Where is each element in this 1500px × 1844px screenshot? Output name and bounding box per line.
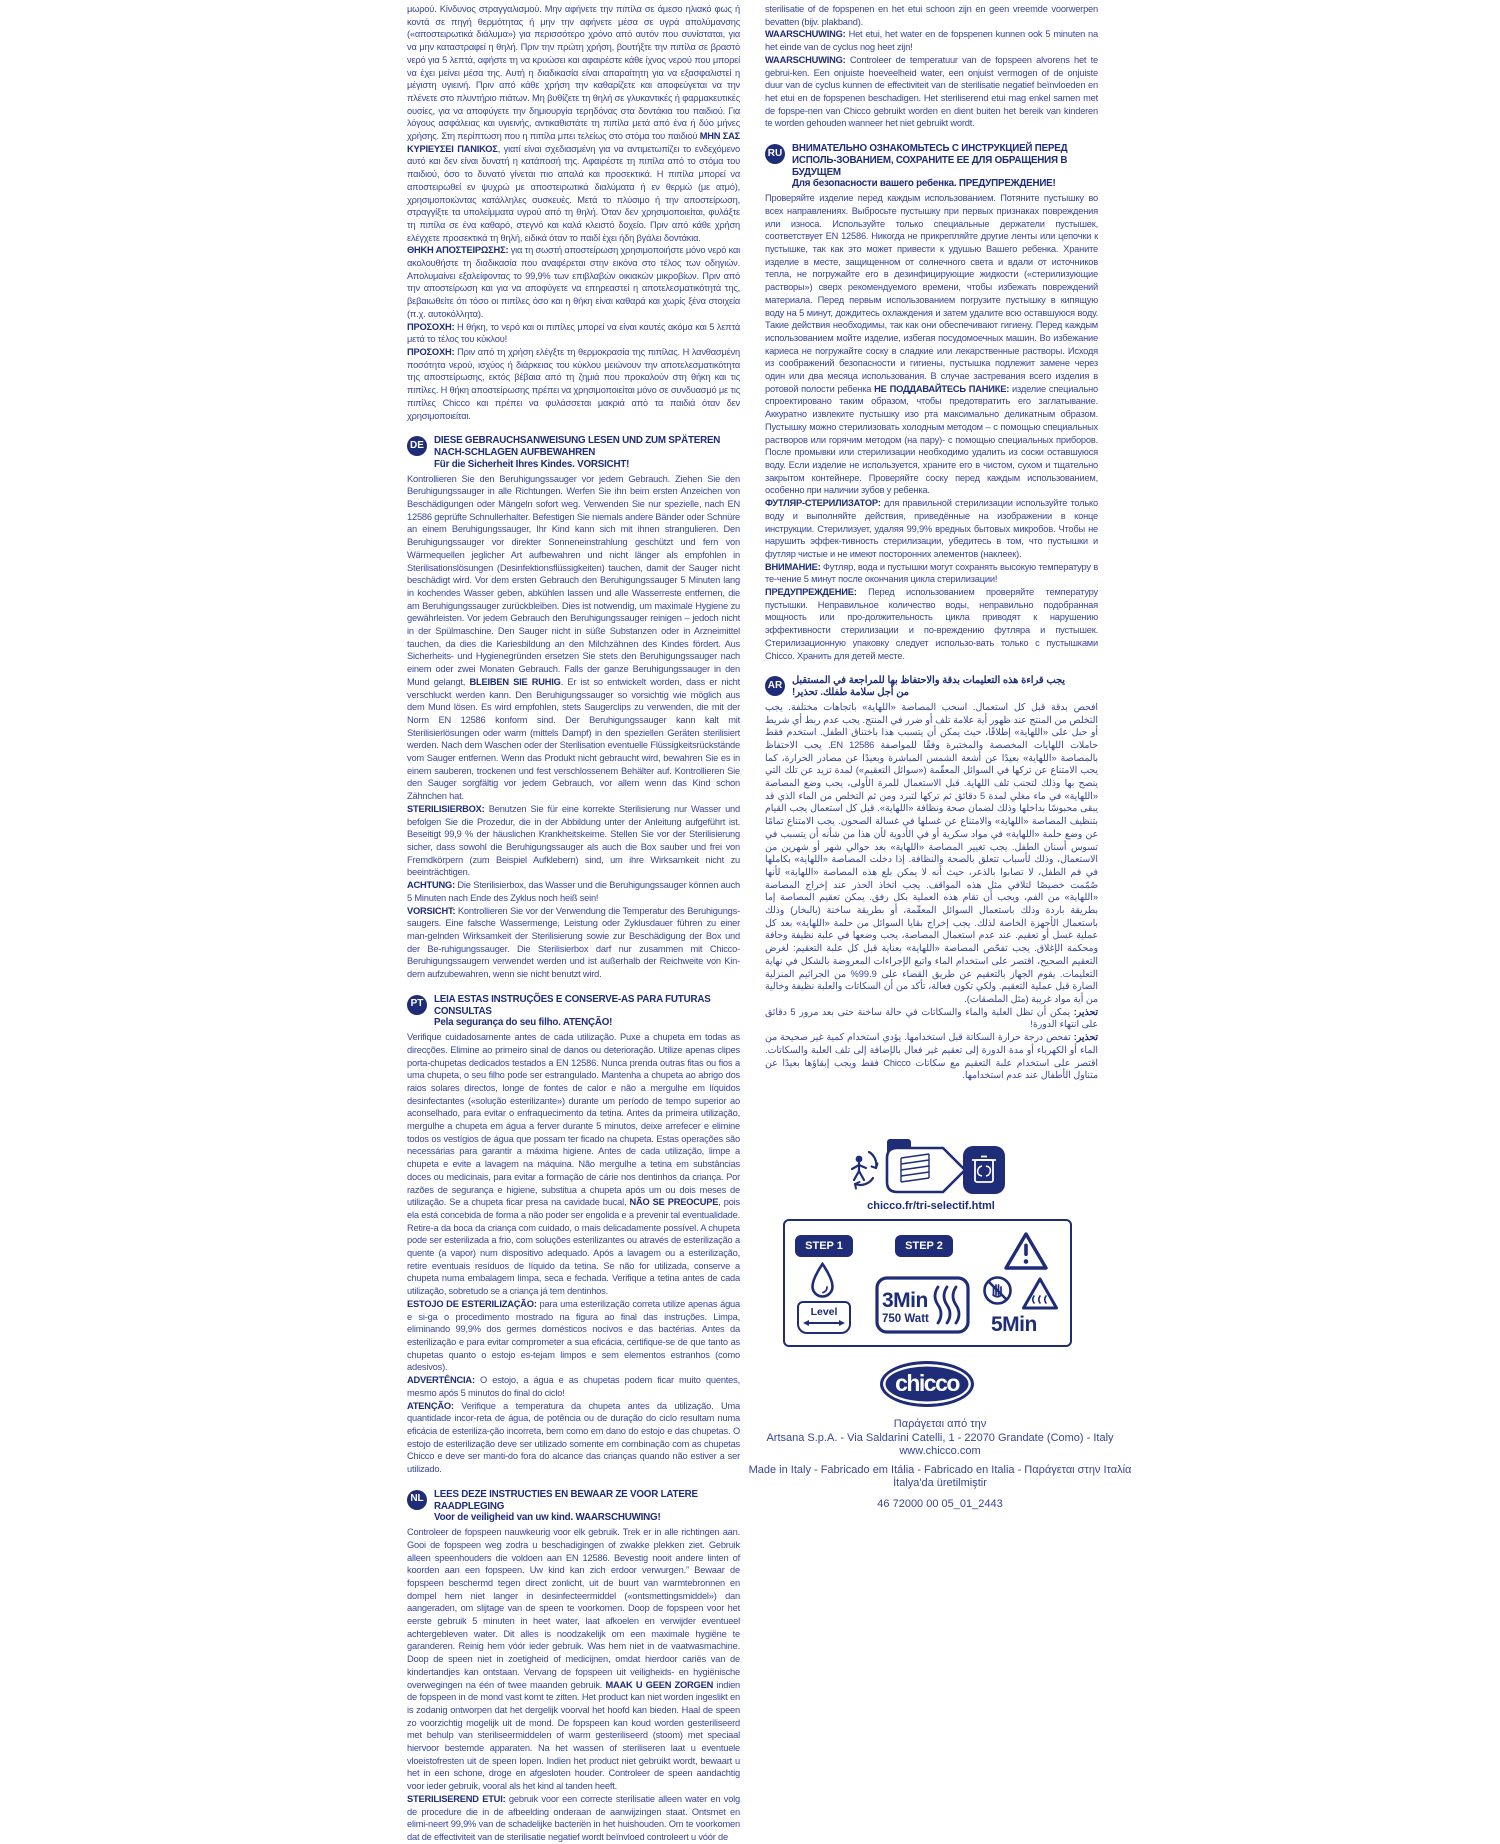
section-subtitle: من أجل سلامة طفلك. تحذير! bbox=[792, 687, 909, 699]
section-russian-header bbox=[765, 143, 1098, 190]
estojo-label: ESTOJO DE ESTERILIZAÇÃO: bbox=[407, 1298, 540, 1309]
microwave-watt-label: 750 Watt bbox=[882, 1313, 929, 1325]
language-badge-ru: RU bbox=[765, 144, 785, 164]
section-title: LEIA ESTAS INSTRUÇÕES E CONSERVE-AS PARA FUTURAS CONSULTAS bbox=[434, 993, 711, 1017]
estojo-text: para uma esterilização correta utilize apenas água e si-ga o procedimento mostrado na figura ao final das instruções. Limpa, eliminando 99,9% dos germes domésticos nocivos e das bactérias. Antes da esterilização e para evitar comprometer a sua eficácia, certifique-se de que tanto as chupetas quanto o estojo es-tejam limpos e sem elementos estranhos (como adesivos). bbox=[407, 1298, 740, 1373]
arabic-warning-1 bbox=[765, 1006, 1098, 1031]
five-min-label: 5Min bbox=[991, 1313, 1037, 1336]
greek-box-label: ΘΗΚΗ ΑΠΟΣΤΕΙΡΩΣΗΣ: bbox=[407, 245, 511, 256]
futliar-label: ФУТЛЯР-СТЕРИЛИЗАТОР: bbox=[765, 498, 884, 509]
german-stay-calm-bold: BLEIBEN SIE RUHIG bbox=[469, 676, 561, 687]
microwave-icon bbox=[875, 1276, 970, 1334]
made-in-line-2: İtalya'da üretilmiştir bbox=[893, 1477, 987, 1489]
section-german-header bbox=[407, 435, 740, 470]
greek-warning-paragraph bbox=[407, 3, 740, 244]
german-vorsicht bbox=[407, 905, 740, 981]
section-russian-titles bbox=[792, 143, 1098, 190]
greek-text: , γιατί είναι σχεδιασμένη για να αντιμετωπίζει το ενδεχόμενο αυτό και δεν είναι δυνατή η κατάποσή της. Αφαιρέστε τη πιπίλα από το στόμα του παιδιού, όσο το δυνατό γίνεται πιο απαλά και προσεκτικά. Η πιπίλα μπορεί να αποστειρωθεί εν ψυχρώ με αποστειρωτικά διαλύματα ή εν θερμώ (με ατμό), χρησιμοποιώντας κατάλληλες συσκευές. Μετά το πλύσιμο ή την αποστείρωση, στραγγίξτε τα υπολείμματα υγρού από τη θηλή. Όταν δεν χρησιμοποιείται, φυλάξτε τη πιπίλα σε ένα καθαρό, στεγνό και καλά κλειστό δοχείο. Πριν από κάθε χρήση ελέγχετε προσεκτικά τη θηλή, ειδικά όταν το παιδί έχει ήδη βγάλει δοντάκια. bbox=[407, 143, 740, 243]
section-portuguese bbox=[407, 994, 740, 1476]
caution-label: ΠΡΟΣΟΧΗ: bbox=[407, 346, 458, 357]
greek-caution-2 bbox=[407, 346, 740, 422]
language-badge-nl: NL bbox=[407, 1490, 427, 1510]
paper-recycle-bin-icon bbox=[887, 1139, 1005, 1194]
website-url: www.chicco.com bbox=[899, 1445, 981, 1457]
section-subtitle: Voor de veiligheid van uw kind. WAARSCHUWING! bbox=[434, 1512, 661, 1524]
heat-waves-glyph bbox=[1033, 1296, 1046, 1303]
manufacturer-address: Artsana S.p.A. - Via Saldarini Catelli, 1 - 22070 Grandate (Como) - Italy bbox=[766, 1431, 1114, 1444]
section-russian bbox=[765, 143, 1098, 662]
russian-no-panic-bold: НЕ ПОДДАВАЙТЕСЬ ПАНИКЕ: bbox=[874, 383, 1010, 394]
greek-caution-1 bbox=[407, 321, 740, 346]
do-not-touch-icon bbox=[982, 1275, 1013, 1306]
hot-surface-icon bbox=[1021, 1276, 1059, 1311]
futliar-text: для правильной стерилизации используйте только воду и выполняйте действия, приведённые на изображении в конце инструкции. Стерилизует, удаляя 99,9% вредных бытовых микробов. Чтобы не нарушить эффек-тивность стерилизации, убедитесь в том, что пустышки и футляр чистые и не имеют посторонних элементов (наклеек). bbox=[765, 498, 1098, 559]
dutch-etui bbox=[407, 1793, 740, 1844]
section-title: DIESE GEBRAUCHSANWEISUNG LESEN UND ZUM SPÄTEREN NACH-SCHLAGEN AUFBEWAHREN bbox=[434, 435, 721, 458]
russian-sterilizer-case bbox=[765, 497, 1098, 561]
section-title: ВНИМАТЕЛЬНО ОЗНАКОМЬТЕСЬ С ИНСТРУКЦИЕЙ ПЕРЕД ИСПОЛЬ-ЗОВАНИЕМ, СОХРАНИТЕ ЕЕ ДЛЯ ОБРАЩЕНИЯ В БУДУЩЕМ bbox=[792, 143, 1068, 178]
right-column bbox=[765, 3, 1098, 1082]
sterilization-steps-panel bbox=[783, 1219, 1072, 1347]
preduprezhdenie-label: ПРЕДУПРЕЖДЕНИЕ: bbox=[765, 587, 869, 598]
greek-sterilizer-box-paragraph bbox=[407, 244, 740, 320]
article-code: 46 72000 00 05_01_2443 bbox=[877, 1497, 1003, 1510]
tahdhir-text: تفحص درجة حرارة السكاتة قبل استخدامها. يؤدي استخدام كمية غير صحيحة من الماء أو الكهرباء أو مدة الدورة إلى تعقيم غير فعال بالإضافة إلى تلف العلبة والسكاتات. اقتصر على استخدام علبة التعقيم مع سكاتات Chicco فقط ويجب إبقاؤها بعيدًا عن متناول الأطفال عند عدم استخدامها. bbox=[765, 1032, 1098, 1081]
german-achtung bbox=[407, 879, 740, 904]
recycling-strip bbox=[843, 1138, 1008, 1198]
step1-badge: STEP 1 bbox=[795, 1235, 853, 1257]
section-subtitle: Für die Sicherheit Ihres Kindes. VORSICHT! bbox=[434, 458, 630, 470]
level-arrow bbox=[803, 1320, 845, 1326]
sterilisierbox-label: STERILISIERBOX: bbox=[407, 803, 489, 814]
section-subtitle: Для безопасности вашего ребенка. ПРЕДУПРЕЖДЕНИЕ! bbox=[792, 178, 1056, 190]
atencao-label: ATENÇÃO: bbox=[407, 1400, 462, 1411]
left-column bbox=[407, 3, 740, 1844]
arabic-warning-2 bbox=[765, 1031, 1098, 1082]
warning-icon bbox=[1003, 1230, 1049, 1272]
russian-preduprezhdenie bbox=[765, 586, 1098, 662]
caution-label: ΠΡΟΣΟΧΗ: bbox=[407, 321, 457, 332]
dutch-warning-1 bbox=[765, 28, 1098, 53]
tahdhir-label: تحذير: bbox=[1070, 1032, 1098, 1043]
section-title: LEES DEZE INSTRUCTIES EN BEWAAR ZE VOOR LATERE RAADPLEGING bbox=[434, 1488, 698, 1512]
etui-text: gebruik voor een correcte sterilisatie alleen water en volg de procedure die in de afbeelding onderaan de aanwijzingen staat. Ontsmet en elimi-neert 99,9% van de schadelijke bacteriën in het huishouden. Om te voorkomen dat de effectiviteit van de sterilisatie negatief wordt beïnvloed controleert u vóór de bbox=[407, 1793, 741, 1842]
waarschuwing-text: Het etui, het water en de fopspenen kunnen ook 5 minuten na het einde van de cyclus nog heet zijn! bbox=[765, 29, 1098, 53]
vorsicht-text: Kontrollieren Sie vor der Verwendung die Temperatur des Beruhigungs-saugers. Eine falsche Wassermenge, Leistung oder Zyklusdauer führen zu einer man-gelnden Wirksamkeit der Sterilisierung sowie zur Beschädigung der Box und der Be-ruhigungssauger. Die Sterilisierbox darf nur zusammen mit Chicco-Beruhigungssaugern verwendet werden und ist außerhalb der Reichweite von Kin-dern aufzubewahren, wenn sie nicht benutzt wird. bbox=[407, 905, 741, 980]
section-portuguese-header bbox=[407, 994, 740, 1029]
greek-box-text: για τη σωστή αποστείρωση χρησιμοποιήστε μόνο νερό και ακολουθήστε τη διαδικασία που αναφέρεται στην εικόνα στο τέλος των οδηγιών. Απολυμαίνει εξαλείφοντας το 99,9% των επιβλαβών οικιακών μικροβίων. Πριν από την αποστείρωση και για να αποφύγετε να επηρεαστεί η αποτελεσματικότητά της, βεβαιωθείτε ότι τόσο οι πιπίλες όσο και η θήκη είναι καθαρά και χωρίς ξένα στοιχεία (π.χ. αυτοκόλλητα). bbox=[407, 245, 741, 319]
language-badge-de: DE bbox=[407, 436, 427, 456]
german-text: Kontrollieren Sie den Beruhigungssauger vor jedem Gebrauch. Ziehen Sie den Beruhigungssauger in alle Richtungen. Werfen Sie ihn beim ersten Anzeichen von Beschädigungen oder Mängeln sofort weg. Verwenden Sie nur spezielle, nach EN 12586 geprüfte Schnullerhalter. Befestigen Sie niemals andere Bänder oder Schnüre an einem Beruhigungssauger, Ihr Kind kann sich mit ihnen strangulieren. Den Beruhigungssauger vor direkter Sonneneinstrahlung geschützt und fern von Wärmequellen jeglicher Art aufbewahren und nicht länger als empfohlen in Sterilisationslösungen (Desinfektionsflüssigkeiten) tauchen, damit der Sauger nicht beschädigt wird. Vor dem ersten Gebrauch den Beruhigungssauger 5 Minuten lang in kochendes Wasser geben, abkühlen lassen und alle Wasserreste entfernen, die am Beruhigungssauger zurückbleiben. Dies ist notwendig, um maximale Hygiene zu gewährleisten. Vor jedem Gebrauch den Beruhigungssauger reinigen – jedoch nicht in der Spülmaschine. Den Sauger nicht in süße Substanzen oder in Arzneimittel tauchen, da dies die Kariesbildung an den Milchzähnen des Kindes fördert. Aus Sicherheits- und Hygienegründen ersetzen Sie stets den Beruhigungssauger nach einem oder zwei Monaten Gebrauch. Falls der ganze Beruhigungssauger in den Mund gelangt, bbox=[407, 473, 740, 687]
manufacturer-footer bbox=[640, 1418, 1240, 1511]
advertencia-label: ADVERTÊNCIA: bbox=[407, 1375, 481, 1386]
water-level-icon bbox=[797, 1301, 851, 1334]
portuguese-body bbox=[407, 1031, 740, 1298]
portuguese-no-worry-bold: NÃO SE PREOCUPE bbox=[629, 1197, 719, 1208]
portuguese-advertencia bbox=[407, 1374, 740, 1399]
etui-label: STERILISEREND ETUI: bbox=[407, 1793, 509, 1804]
dutch-warning-2 bbox=[765, 54, 1098, 130]
tahdhir-text: يمكن أن تظل العلبة والماء والسكاتات في حالة ساخنة حتى بعد مرور 5 دقائق على انتهاء الدورة! bbox=[765, 1006, 1098, 1030]
preduprezhdenie-text: Перед использованием проверяйте температуру пустышки. Неправильное количество воды, неправильно подобранная мощность или про-должительность цикла приводят к нарушению эффективности стерилизации и по-вреждению футляра и пустышек. Стерилизационную упаковку следует использо-вать только с пустышками Chicco. Хранить для детей месте. bbox=[765, 587, 1098, 661]
greek-text: μωρού. Κίνδυνος στραγγαλισμού. Μην αφήνετε την πιπίλα σε άμεσο ηλιακό φως ή κοντά σε πηγή θερμότητας ή μην την αφήνετε μέσα σε υγρά απολύμανσης («αποστειρωτικά διάλυμα») για περισσότερο χρόνο από αυτόν που συνίσταται, για να μην καταστραφεί η θηλή. Πριν την πρώτη χρήση, βουτήξτε την πιπίλα σε βραστό νερό για 5 λεπτά, αφήστε τη να κρυώσει και αφαιρέστε κάθε ίχνος νερού που μπορεί να έχει μείνει μέσα της. Αυτή η διαδικασία είναι απαραίτητη για να εξασφαλιστεί η μέγιστη υγιεινή. Πριν από κάθε χρήση την καθαρίζετε και αποφεύγεται να την πλένετε στο πλυντήριο πιάτων. Μη βυθίζετε τη θηλή σε γλυκαντικές ή φαρμακευτικές ουσίες, για να αποφύγετε την δημιουργία τερηδόνας στα δοντάκια του παιδιού. Για λόγους ασφάλειας και υγιεινής, αντικαθιστάτε τη πιπίλα μετά από ένα ή δύο μήνες χρήσης. Στη περίπτωση που η πιπίλα μπει τελείως στο στόμα του παιδιού bbox=[407, 4, 740, 142]
achtung-label: ACHTUNG: bbox=[407, 880, 458, 891]
made-in-line: Made in Italy - Fabricado em Itália - Fabricado en Italia - Παράγεται στην Ιταλία bbox=[748, 1463, 1132, 1476]
produced-by-line: Παράγεται από την bbox=[893, 1418, 987, 1430]
chicco-logo-text: chicco bbox=[895, 1369, 959, 1396]
atencao-text: Verifique a temperatura da chupeta antes da utilização. Uma quantidade incor-reta de água, de potência ou de duração do ciclo resultam numa eficácia de esteriliza-ção incorreta, bem como em dano do estojo e das chupetas. O estojo de esterilização deve ser utilizado somente em combinação com as chupetas Chicco e deve ser manti-do fora do alcance das crianças quando não estiver a ser utilizado. bbox=[407, 1400, 741, 1475]
german-sterilisierbox bbox=[407, 803, 740, 879]
russian-text: изделие специально спроектировано таким образом, чтобы предотвратить его заглатывание. Аккуратно извлеките пустышку изо рта максимально деликатным образом. Пустышку можно стерилизовать холодным методом – с помощью специальных растворов или горячим методом (на пару)- с помощью специальных приборов. После промывки или стерилизации необходимо удалить из соски оставшуюся воду. Если изделие не используется, храните его в чистом, сухом и тщательно закрытом контейнере. Проверяйте соску перед каждым использованием, особенно при наличии зубов у ребенка. bbox=[765, 383, 1098, 496]
recycling-url: chicco.fr/tri-selectif.html bbox=[867, 1200, 995, 1212]
dutch-no-worry-bold: MAAK U GEEN ZORGEN bbox=[605, 1679, 714, 1690]
german-text: . Er ist so entwickelt worden, dass er nicht verschluckt werden kann. Den Beruhigungssauger so vorsichtig wie möglich aus dem Mund lösen. Es wird empfohlen, stets Saugerclips zu verwenden, die mit der Norm EN 12586 konform sind. Der Beruhigungssauger kann kalt mit Sterilisierlösungen oder warm (mittels Dampf) in den speziellen Geräten sterilisiert werden. Nach dem Waschen oder der Sterilisation eventuelle Flüssigkeitsrückstände vom Sauger entfernen. Wenn das Produkt nicht gebraucht wird, bewahren Sie es in einem sauberen, trockenen und fest verschlossenem Behälter auf. Kontrollieren Sie den Sauger sorgfältig vor jedem Gebrauch, vor allem wenn das Kind schon Zähnchen hat. bbox=[407, 676, 740, 802]
section-subtitle: Pela segurança do seu filho. ATENÇÃO! bbox=[434, 1017, 613, 1029]
portuguese-text: , pois ela está concebida de forma a não poder ser engolida e a prevenir tal eventualidade. Retire-a da boca da criança com cuidado, o mais delicadamente possível. A chupeta pode ser esterilizada a frio, com soluções esterilizantes ou através de esterilização a quente (a vapor) num dispositivo adequado. Após a lavagem ou a esterilização, retire eventuais resíduos de líquido da tetina. Se não for utilizada, conserve a chupeta numa embalagem limpa, seca e fechada. Verifique a tetina antes de cada utilização, sobretudo se a criança já tem dentinhos. bbox=[407, 1197, 740, 1297]
waarschuwing-label: WAARSCHUWING: bbox=[765, 29, 849, 40]
dutch-text: Controleer de fopspeen nauwkeurig voor elk gebruik. Trek er in alle richtingen aan. Gooi de fopspeen weg zodra u beschadigingen of zwakke plekken ziet. Gebruik alleen speenhouders die voldoen aan EN 12586. Bevestig nooit andere linten of koorden aan een fopspeen. Uw kind kan zich erdoor verwurgen.” Bewaar de fopspeen beschermd tegen direct zonlicht, uit de buurt van warmtebronnen en dompel hem niet langer in desinfecteermiddel («ontsmettingsmiddel») dan aangeraden, om slijtage van de speen te voorkomen. Doop de fopspeen voor het eerste gebruik 5 minuten in heet water, laat afkoelen en verwijder eventueel achtergebleven water. Dit alles is noodzakelijk om een maximale hygiëne te garanderen. Reinig hem vóór ieder gebruik. Was hem niet in de vaatwasmachine. Doop de speen niet in zoetigheid of medicijnen, omdat hierdoor cariës van de kindertandjes kan ontstaan. Vervang de fopspeen uit veiligheids- en hygiënische overwegingen na één of twee maanden gebruik. bbox=[407, 1527, 740, 1690]
language-badge-ar: AR bbox=[765, 676, 785, 696]
portuguese-text: Verifique cuidadosamente antes de cada utilização. Puxe a chupeta em todas as direcções. Elimine ao primeiro sinal de danos ou deterioração. Utilize apenas clipes porta-chupetas dedicados testados a EN 12586. Nunca prenda outras fitas ou fios a uma chupeta, o seu filho pode ser estrangulado. Mantenha a chupeta ao abrigo dos raios solares directos, longe de fontes de calor e não a mergulhe em líquidos desinfectantes («solução esterilizante») durante um período de tempo superior ao aconselhado, para evitar o enfraquecimento da tetina. Antes da primeira utilização, mergulhe a chupeta em água a ferver durante 5 minutos, deixe arrefecer e elimine todos os vestígios de água que possam ter ficado na chupeta. Estas operações são necessárias para garantir a máxima higiene. Antes de cada utilização, limpe a chupeta e evite a lavagem na máquina. Não mergulhe a tetina em substâncias doces ou medicinais, para evitar a formação de cárie nos dentinhos da criança. Por razões de segurança e higiene, substitua a chupeta após um ou dois meses de utilização. Se a chupeta ficar presa na cavidade bucal, bbox=[407, 1032, 740, 1208]
waarschuwing-label: WAARSCHUWING: bbox=[765, 54, 850, 65]
section-dutch bbox=[407, 1489, 740, 1844]
vnimanie-label: ВНИМАНИЕ: bbox=[765, 561, 823, 572]
microwave-time-label: 3Min bbox=[882, 1289, 928, 1312]
triman-recycle-icon bbox=[852, 1152, 878, 1189]
tahdhir-label: تحذير: bbox=[1070, 1006, 1098, 1017]
vorsicht-label: VORSICHT: bbox=[407, 905, 458, 916]
russian-body bbox=[765, 192, 1098, 497]
waarschuwing-text: Controleer de temperatuur van de fopspeen alvorens het te gebrui-ken. Een onjuiste hoeveelheid water, een onjuist vermogen of de onjuiste duur van de cyclus kunnen de effectiviteit van de sterilisatie negatief beïnvloeden en het etui en de fopspenen beschadigen. Het steriliserend etui mag enkel samen met de fopspe-nen van Chicco gebruikt worden en dient buiten het bereik van kinderen te worden gehouden wanneer het niet gebruikt wordt. bbox=[765, 54, 1098, 129]
german-body bbox=[407, 473, 740, 803]
caution-text: Η θήκη, το νερό και οι πιπίλες μπορεί να είναι καυτές ακόμα και 5 λεπτά μετά το τέλος του κύκλου! bbox=[407, 321, 740, 345]
russian-text: Проверяйте изделие перед каждым использованием. Потяните пустышку во всех направлениях. Выбросьте пустышку при первых признаках повреждения или износа. Используйте только специальные держатели пустышек, соответствует EN 12586. Никогда не прикрепляйте другие ленты или цепочки к пустышке, так как это может привести к удушью Вашего ребенка. Храните изделие в месте, защищенном от солнечного света и вдали от источников тепла, не погружайте его в дезинфицирующие жидкости («стерилизующие растворы») сверх рекомендуемого времени, чтобы избежать повреждений материала. Перед первым использованием погрузите пустышку в кипящую воду на 5 минут, дождитесь охлаждения и затем удалите всю оставшуюся воду. Такие действия необходимы, так как они обеспечивают гигиену. Перед каждым использованием мойте изделие, избегая посудомоечных машин. Во избежание кариеса не погружайте соску в сладкие или лекарственные растворы. Исходя из соображений безопасности и гигиены, пустышка подлежит замене через один или два месяца использования. В случае застревания всего изделия в ротовой полости ребенка bbox=[765, 193, 1098, 394]
dutch-continuation: sterilisatie of de fopspenen en het etui schoon zijn en geen vreemde voorwerpen bevatten (bijv. plakband). bbox=[765, 4, 1098, 27]
level-label: Level bbox=[810, 1306, 838, 1318]
section-german-titles bbox=[434, 435, 740, 470]
dutch-text: indien de fopspeen in de mond vast komt te zitten. Het product kan niet worden ingeslikt en is zodanig ontworpen dat het dergelijk voorval het hoofd kan bieden. Haal de speen zo voorzichtig mogelijk uit de mond. De fopspeen kan koud worden gesteriliseerd met behulp van steriliseermiddelen of warm gesteriliseerd (stoom) met speciaal hiervoor bestemde apparaten. Na het wassen of steriliseren laat u eventuele vloeistofresten uit de speen lopen. Indien het product niet gebruikt wordt, bewaart u het in een schone, droge en afgesloten houder. Controleer de speen aandachtig voor ieder gebruik, vooral als het kind al tanden heeft. bbox=[407, 1679, 741, 1792]
caution-text: Πριν από τη χρήση ελέγξτε τη θερμοκρασία της πιπίλας. Η λανθασμένη ποσότητα νερού, ισχύος ή διάρκειας του κύκλου μειώνουν την αποτελεσματικότητα της αποστείρωσης, εκτός βέβαια από τη ζημιά που προκαλούν στη θήκη και τις πιπίλες. Η θήκη αποστείρωσης πρέπει να χρησιμοποιείται μόνο σε συνδυασμό με τις πιπίλες Chicco και πρέπει να φυλάσσεται μακριά από τα παιδιά όταν δεν χρησιμοποιείται. bbox=[407, 346, 740, 421]
dutch-body bbox=[407, 1526, 740, 1793]
steam-waves-glyph bbox=[935, 1287, 959, 1323]
greek-no-panic-bold: ΜΗΝ ΣΑΣ ΚΥΡΙΕΥΣΕΙ ΠΑΝΙΚΟΣ bbox=[407, 131, 740, 154]
chicco-logo bbox=[880, 1361, 974, 1407]
portuguese-estojo bbox=[407, 1298, 740, 1374]
section-arabic-titles bbox=[792, 675, 1098, 699]
achtung-text: Die Sterilisierbox, das Wasser und die Beruhigungssauger können auch 5 Minuten nach Ende des Zyklus noch heiß sein! bbox=[407, 880, 741, 903]
sterilisierbox-text: Benutzen Sie für eine korrekte Sterilisierung nur Wasser und befolgen Sie die Prozedur, die in der Abbildung unter der Anleitung aufgeführt ist. Beseitigt 99,9 % der häuslichen Krankheitskeime. Stellen Sie vor der Sterilisierung sicher, dass sowohl die Beruhigungssauger als auch die Box sauber und frei von Fremdkörpern (zum Beispiel Aufklebern) sind, um ihre Wirksamkeit nicht zu beeinträchtigen. bbox=[407, 803, 740, 878]
section-arabic bbox=[765, 675, 1098, 1082]
section-arabic-header bbox=[765, 675, 1098, 699]
russian-vnimanie bbox=[765, 561, 1098, 586]
vnimanie-text: Футляр, вода и пустышки могут сохранять высокую температуру в те-чение 5 минут после окончания цикла стерилизации! bbox=[765, 561, 1098, 585]
section-title: يجب قراءة هذه التعليمات بدقة والاحتفاظ بها للمراجعة في المستقبل bbox=[792, 675, 1066, 687]
step2-badge: STEP 2 bbox=[895, 1235, 953, 1257]
language-badge-pt: PT bbox=[407, 995, 427, 1015]
water-drop-icon bbox=[809, 1262, 836, 1300]
advertencia-text: O estojo, a água e as chupetas podem ficar muito quentes, mesmo após 5 minutos do final do ciclo! bbox=[407, 1375, 740, 1398]
arabic-body: افحص بدقة قبل كل استعمال. اسحب المصاصة «اللهاية» باتجاهات مختلفة. يجب التخلص من المنتج عند ظهور أية علامة تلف أو ضرر في المنتج. يجب عدم ربط أي شريط أو حبل على «اللهاية» إطلاقًا، حيث يمكن أن يتسبب هذا باختناق الطفل. استخدم فقط حاملات اللهايات المخصصة والمختبرة وفقًا للمواصفة EN 12586. يجب الاحتفاظ بالمصاصة «اللهاية» بعيدًا عن أشعة الشمس المباشرة وبعيدًا عن مصادر الحرارة، كما يجب الامتناع عن تركها في السوائل المعقّمة («سوائل التعقيم») لمدة تزيد عن تلك التي ينصح بها وذلك لتجنب تلف اللهاية. قبل الاستعمال للمرة الأولى، يجب وضع المصاصة «اللهاية» في ماء مغلي لمدة 5 دقائق ثم تركها لتبرد ومن ثم التخلص من الماء الذي قد يبقى محبوسًا بداخلها وذلك لضمان صحة ونظافة «اللهاية». قبل كل استعمال يجب القيام بتنظيف المصاصة «اللهاية» والامتناع عن غسلها في غسالة الصحون. يجب الامتناع تمامًا عن وضع حلمة «اللهاية» في مواد سكرية أو في الأدوية لأن هذا من شأنه أن يتسبب في تسوس أسنان الطفل. يجب تغيير المصاصة «اللهاية» بعد حوالي شهر أو شهرين من الاستعمال، وذلك لأسباب تتعلق بالصحة والنظافة. إذا دخلت المصاصة «اللهاية» بكاملها في فم الطفل، لا تصابوا بالذعر، حيث أنه لا يمكن بلع هذه المصاصة «اللهاية» لأنها صُمّمت خصيصًا لتلافي مثل هذه المواقف. يجب اتخاذ الحذر عند إخراج المصاصة «اللهاية» من الفم، ويجب أن تقام هذه العملية بكل رفق. يمكن تعقيم المصاصة إما بطريقة باردة وذلك باستعمال السوائل المعقّمة، أو بطريقة ساخنة (بالبخار) وذلك باستعمال الأجهزة الخاصة لذلك. يجب إخراج بقايا السوائل من حلمة «اللهاية» بعد كل عملية غسل أو تعقيم. عند عدم استعمال المصاصة، يجب وضعها في علبة نظيفة وجافة ومحكمة الإغلاق. يجب تفحّص المصاصة «اللهاية» بعناية قبل كل علبة التعقيم: لغرض التعقيم الصحيح، اقتصر على استخدام الماء واتبع الإجراءات المعروضة بالشكل في نهاية التعليمات. يقوم الجهاز بالتعقيم عن طريق القضاء على 99.9% من الجراثيم المنزلية الضارة قبل عملية التعقيم. ولكي تكون فعالة، تأكد من أن السكاتات والعلبة نظيفة وخالية من أية مواد غريبة (مثل الملصقات). bbox=[765, 701, 1098, 1004]
section-german bbox=[407, 435, 740, 981]
section-portuguese-titles bbox=[434, 994, 740, 1029]
